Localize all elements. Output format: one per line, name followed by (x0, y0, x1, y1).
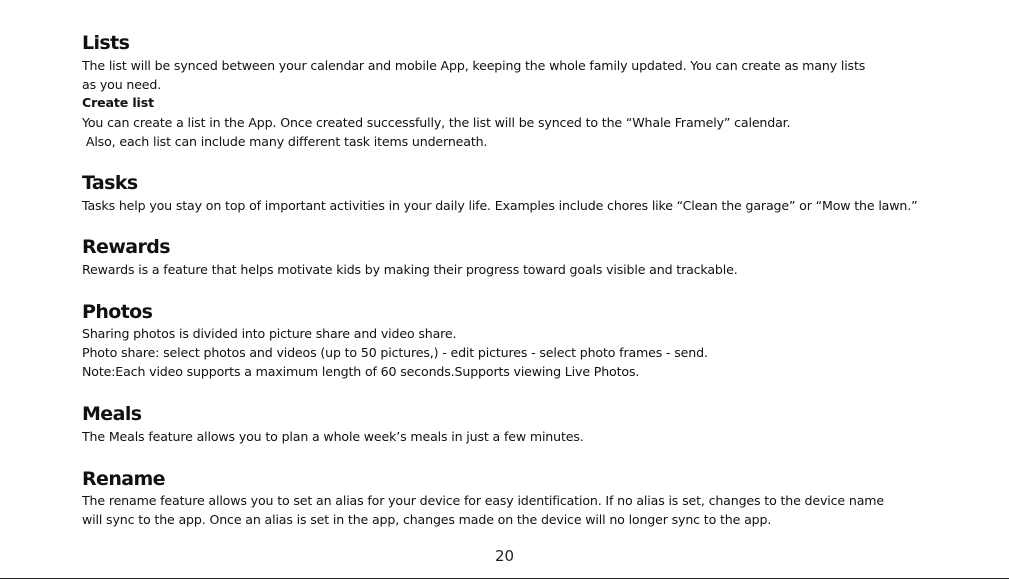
photos-heading: Photos (82, 301, 153, 323)
footer-rule (0, 578, 1009, 579)
photos-line-2: Photo share: select photos and videos (up to 50 pictures,) - edit pictures - select photo frames - send. (82, 345, 708, 360)
meals-heading: Meals (82, 403, 142, 425)
rewards-body: Rewards is a feature that helps motivate kids by making their progress toward goals visible and trackable. (82, 262, 738, 277)
photos-line-1: Sharing photos is divided into picture share and video share. (82, 326, 457, 341)
rename-line-2: will sync to the app. Once an alias is set in the app, changes made on the device will no longer sync to the app. (82, 512, 772, 527)
create-list-line-2: Also, each list can include many different task items underneath. (82, 134, 488, 149)
photos-line-3: Note:Each video supports a maximum length of 60 seconds.Supports viewing Live Photos. (82, 364, 640, 379)
lists-intro-line-1: The list will be synced between your calendar and mobile App, keeping the whole family updated. You can create as many lists (82, 58, 866, 73)
meals-body: The Meals feature allows you to plan a whole week’s meals in just a few minutes. (82, 429, 584, 444)
lists-intro-line-2: as you need. (82, 77, 162, 92)
create-list-line-1: You can create a list in the App. Once created successfully, the list will be synced to the “Whale Framely” calendar. (82, 115, 791, 130)
lists-heading: Lists (82, 32, 130, 54)
tasks-heading: Tasks (82, 172, 138, 194)
tasks-body: Tasks help you stay on top of important activities in your daily life. Examples include chores like “Clean the garage” or “Mow the lawn.” (82, 198, 918, 213)
rewards-heading: Rewards (82, 236, 170, 258)
create-list-subheading: Create list (82, 95, 154, 110)
rename-heading: Rename (82, 468, 165, 490)
page-number: 20 (494, 547, 515, 565)
rename-line-1: The rename feature allows you to set an alias for your device for easy identification. If no alias is set, changes to the device name (82, 493, 884, 508)
